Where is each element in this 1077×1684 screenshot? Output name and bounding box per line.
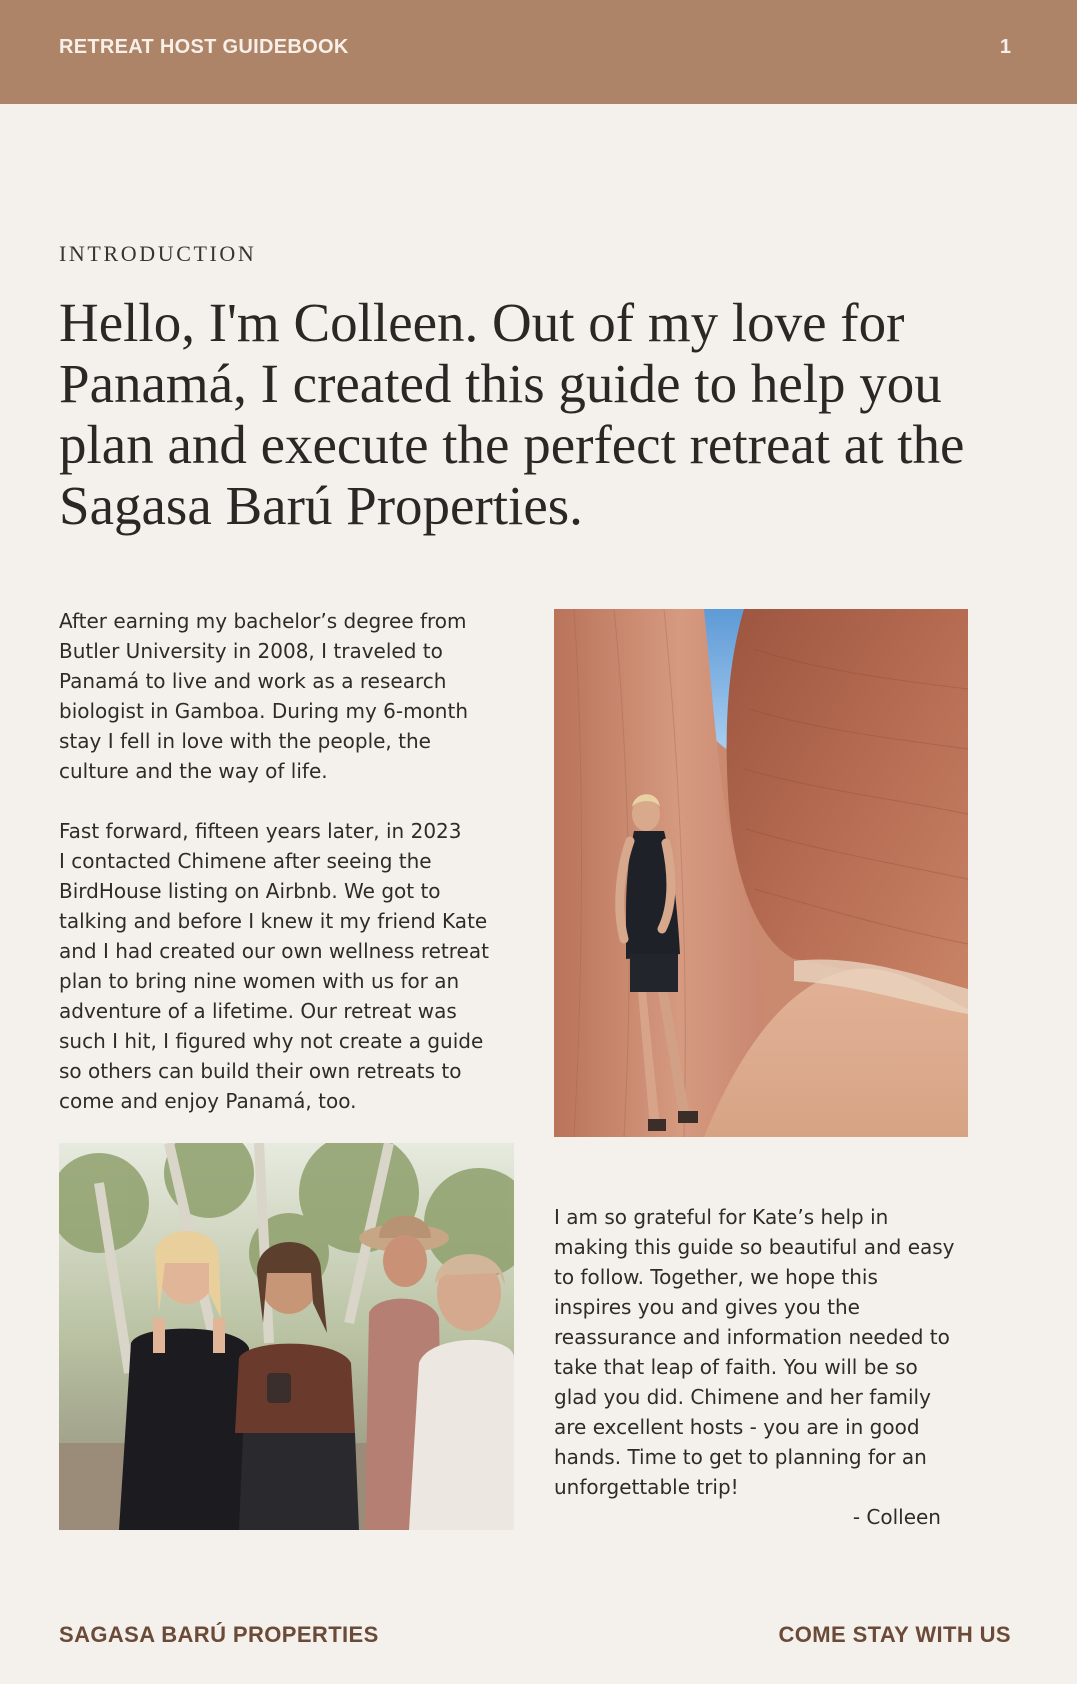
canyon-photo — [554, 609, 968, 1137]
signature: - Colleen — [852, 1505, 941, 1529]
story-paragraph-1: After earning my bachelor’s degree from Butler University in 2008, I traveled to Panamá to live and work as a research biologist in Gamboa. During my 6-month stay I fell in love with the people, the culture and the way of life. — [59, 609, 468, 783]
intro-headline: Hello, I'm Colleen. Out of my love for Panamá, I created this guide to help you plan and execute the perfect retreat at the Sagasa Barú Properties. — [59, 292, 965, 536]
story-paragraph-2: Fast forward, fifteen years later, in 2023 I contacted Chimene after seeing the BirdHouse listing on Airbnb. We got to talking and before I knew it my friend Kate and I had created our own wellness retreat plan to bring nine women with us for an adventure of a lifetime. Our retreat was such I hit, I figured why not create a guide so others can build their own retreats to come and enjoy Panamá, too. — [59, 819, 489, 1113]
footer-brand: SAGASA BARÚ PROPERTIES — [59, 1622, 379, 1647]
page-header — [0, 0, 1077, 104]
retreat-group-photo — [59, 1143, 514, 1530]
guidebook-title: RETREAT HOST GUIDEBOOK — [59, 36, 349, 58]
story-paragraph-3: I am so grateful for Kate’s help in making this guide so beautiful and easy to follow. Together, we hope this inspires you and gives you the reassurance and information needed to take that leap of faith. You will be so glad you did. Chimene and her family are excellent hosts - you are in good hands. Time to get to planning for an unforgettable trip! — [554, 1205, 955, 1499]
page-number: 1 — [999, 36, 1011, 58]
section-eyebrow: INTRODUCTION — [59, 241, 257, 266]
footer-tagline: COME STAY WITH US — [778, 1622, 1011, 1647]
